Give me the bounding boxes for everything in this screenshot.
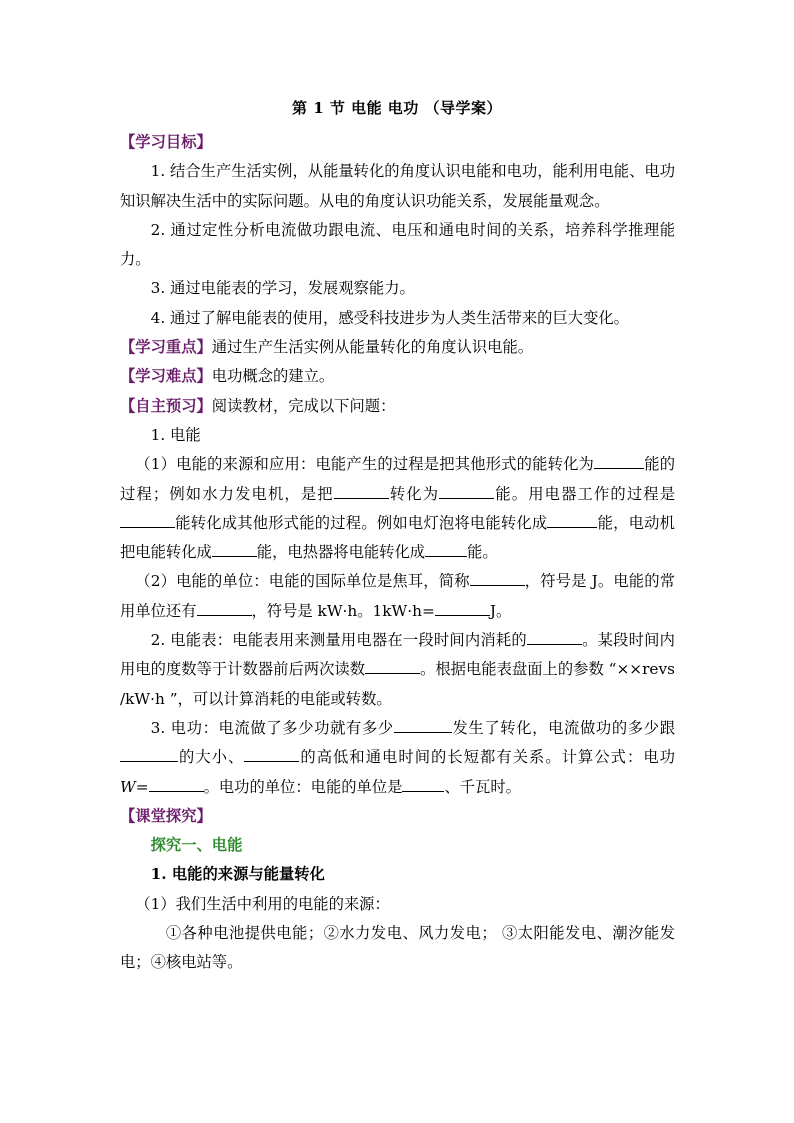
document-body [120, 128, 675, 978]
q3-text: 。电功的单位：电能的单位是 [203, 777, 403, 796]
page-title: 第 1 节 电能 电功 （导学案） [291, 99, 503, 117]
q1b-text: （2）电能的单位：电能的国际单位是焦耳，简称 [135, 572, 470, 591]
q1a-text: 能的过程；例如水力发电机，是把 [120, 455, 675, 503]
q3-symbol-w: W [120, 777, 136, 796]
answer-blank[interactable] [425, 540, 467, 557]
q1a-text: 能。 [467, 543, 498, 562]
objective-item: 2. 通过定性分析电流做功跟电流、电压和通电时间的关系，培养科学推理能力。 [120, 220, 675, 269]
question-3 [120, 714, 675, 802]
key-point-text: 通过生产生活实例从能量转化的角度认识电能。 [211, 338, 534, 357]
q3-text: 、千瓦时。 [444, 777, 521, 796]
difficulty [120, 362, 675, 391]
objective-item: 1. 结合生产生活实例，从能量转化的角度认识电能和电功，能利用电能、电功知识解决生活中的实际问题。从电的角度认识功能关系，发展能量观念。 [120, 162, 675, 210]
answer-blank[interactable] [394, 716, 452, 733]
question-1b [120, 567, 675, 626]
answer-blank[interactable] [334, 482, 389, 499]
q1b-text: J。 [489, 601, 512, 620]
q3-text: 发生了转化，电流做功的多少跟 [451, 718, 675, 737]
explore-subheading: 探究一、电能 [150, 836, 243, 855]
explore-heading: 【课堂探究】 [120, 806, 212, 825]
preview-intro: 阅读教材，完成以下问题： [211, 396, 396, 415]
answer-blank[interactable] [120, 745, 178, 762]
answer-blank[interactable] [547, 511, 597, 528]
q2-text: 2. 电能表：电能表用来测量用电器在一段时间内消耗的 [150, 631, 527, 650]
difficulty-heading: 【学习难点】 [120, 367, 212, 386]
q3-text: 的高低和通电时间的长短都有关系。计算公式：电功 [299, 748, 675, 767]
q2-text: 。某段时间内用电的度数等于计数器前后两次读数 [120, 631, 675, 679]
question-2 [120, 626, 675, 714]
q1a-text: （1）电能的来源和应用：电能产生的过程是把其他形式的能转化为 [135, 455, 595, 474]
explore-point: 1. 电能的来源与能量转化 [150, 865, 325, 884]
answer-blank[interactable] [439, 482, 494, 499]
answer-blank[interactable] [527, 628, 582, 645]
difficulty-text: 电功概念的建立。 [211, 367, 335, 386]
q2-text: 。根据电能表盘面上的参数 “××revs /kW·h ”，可以计算消耗的电能或转数。 [120, 660, 675, 708]
explore-item-detail: ①各种电池提供电能；②水力发电、风力发电； ③太阳能发电、潮汐能发电；④核电站等。 [120, 924, 675, 972]
answer-blank[interactable] [149, 774, 204, 791]
objective-item: 3. 通过电能表的学习，发展观察能力。 [150, 279, 415, 298]
q3-text: = [135, 777, 149, 796]
q1a-text: 能，电动机把电能转化成 [120, 513, 675, 562]
answer-blank[interactable] [365, 657, 420, 674]
key-point-heading: 【学习重点】 [120, 338, 212, 357]
question-1-title: 1. 电能 [150, 425, 201, 444]
preview-heading: 【自主预习】 [120, 396, 212, 415]
question-1a [120, 450, 675, 567]
q1a-text: 能转化成其他形式能的过程。例如电灯泡将电能转化成 [175, 513, 548, 532]
answer-blank[interactable] [470, 569, 525, 586]
answer-blank[interactable] [402, 774, 444, 791]
q1a-text: 转化为 [388, 484, 440, 503]
objectives-heading: 【学习目标】 [120, 133, 212, 151]
objective-item: 4. 通过了解电能表的使用，感受科技进步为人类生活带来的巨大变化。 [150, 308, 629, 327]
answer-blank[interactable] [197, 599, 252, 616]
key-point [120, 333, 675, 362]
q3-text: 3. 电功：电流做了多少功就有多少 [150, 718, 394, 737]
q1a-text: 能，电热器将电能转化成 [256, 543, 426, 562]
answer-blank[interactable] [212, 540, 257, 557]
answer-blank[interactable] [244, 745, 299, 762]
answer-blank[interactable] [435, 599, 490, 616]
q3-text: 的大小、 [178, 748, 245, 767]
answer-blank[interactable] [594, 452, 644, 469]
q1b-text: ，符号是 J。电能的常用单位还有 [120, 572, 675, 620]
answer-blank[interactable] [120, 511, 175, 528]
q1a-text: 能。用电器工作的过程是 [494, 484, 675, 503]
explore-item: （1）我们生活中利用的电能的来源： [135, 894, 390, 913]
q1b-text: ，符号是 kW·h。1kW·h= [251, 601, 435, 620]
preview [120, 392, 675, 421]
